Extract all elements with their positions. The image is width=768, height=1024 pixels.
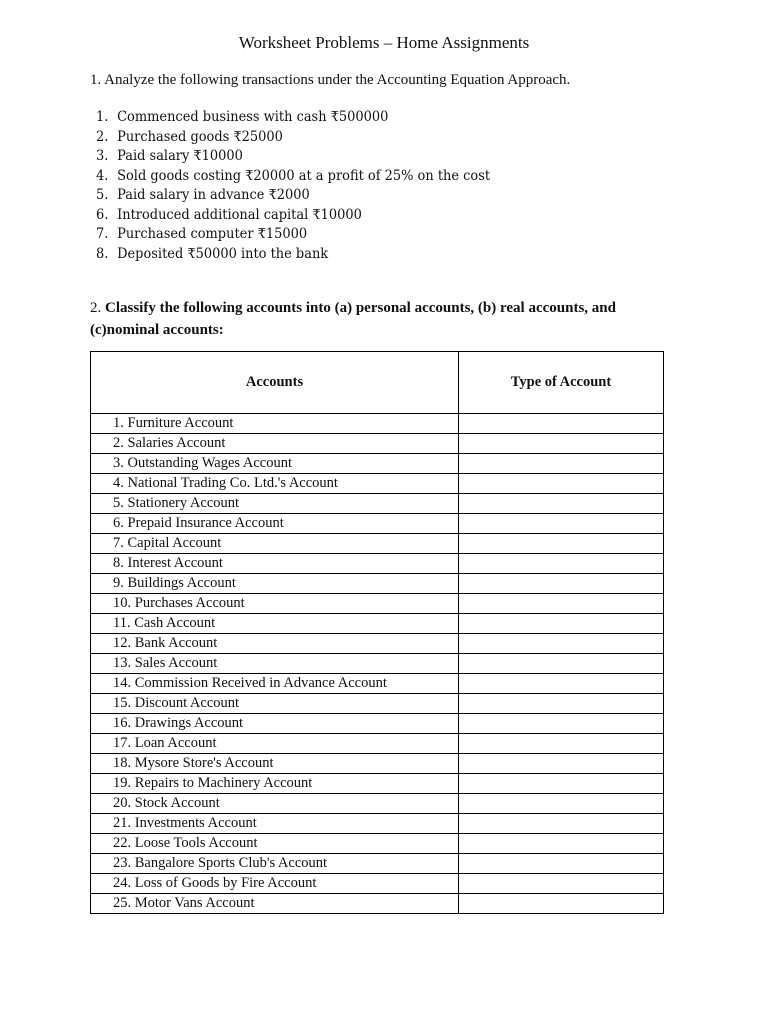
question-2-number: 2. bbox=[90, 300, 102, 316]
account-type-cell[interactable] bbox=[459, 494, 664, 514]
table-row bbox=[91, 514, 664, 534]
accounts-table-body bbox=[91, 414, 664, 914]
account-name-cell: 23. Bangalore Sports Club's Account bbox=[91, 854, 459, 874]
page-title: Worksheet Problems – Home Assignments bbox=[238, 33, 530, 52]
account-type-cell[interactable] bbox=[459, 414, 664, 434]
account-name-cell: 7. Capital Account bbox=[91, 534, 459, 554]
account-name-cell: 5. Stationery Account bbox=[91, 494, 459, 514]
table-row bbox=[91, 674, 664, 694]
transaction-item bbox=[96, 245, 490, 265]
account-name-cell: 22. Loose Tools Account bbox=[91, 834, 459, 854]
question-1-heading: 1. Analyze the following transactions under the Accounting Equation Approach. bbox=[90, 72, 571, 88]
account-type-cell[interactable] bbox=[459, 634, 664, 654]
account-type-cell[interactable] bbox=[459, 534, 664, 554]
account-type-cell[interactable] bbox=[459, 834, 664, 854]
table-row bbox=[91, 614, 664, 634]
transaction-number: 6. bbox=[96, 206, 109, 223]
transaction-text: Deposited ₹50000 into the bank bbox=[117, 245, 329, 262]
account-type-cell[interactable] bbox=[459, 894, 664, 914]
transaction-item bbox=[96, 206, 490, 226]
table-row bbox=[91, 434, 664, 454]
account-type-cell[interactable] bbox=[459, 454, 664, 474]
account-type-cell[interactable] bbox=[459, 554, 664, 574]
question-2-text: Classify the following accounts into (a) personal accounts, (b) real accounts, and (c)nominal accounts: bbox=[90, 300, 616, 338]
account-type-cell[interactable] bbox=[459, 714, 664, 734]
account-name-cell: 16. Drawings Account bbox=[91, 714, 459, 734]
account-type-cell[interactable] bbox=[459, 774, 664, 794]
account-name-cell: 4. National Trading Co. Ltd.'s Account bbox=[91, 474, 459, 494]
account-type-cell[interactable] bbox=[459, 734, 664, 754]
table-header-row bbox=[91, 352, 664, 414]
table-row bbox=[91, 654, 664, 674]
transaction-number: 5. bbox=[96, 187, 109, 203]
account-name-cell: 25. Motor Vans Account bbox=[91, 894, 459, 914]
account-type-cell[interactable] bbox=[459, 874, 664, 894]
account-name-cell: 9. Buildings Account bbox=[91, 574, 459, 594]
table-row bbox=[91, 474, 664, 494]
account-type-cell[interactable] bbox=[459, 814, 664, 834]
account-type-cell[interactable] bbox=[459, 434, 664, 454]
account-type-cell[interactable] bbox=[459, 614, 664, 634]
table-row bbox=[91, 774, 664, 794]
transaction-text: Commenced business with cash ₹500000 bbox=[117, 109, 389, 125]
accounts-table bbox=[90, 351, 664, 914]
account-name-cell: 13. Sales Account bbox=[91, 654, 459, 674]
account-name-cell: 3. Outstanding Wages Account bbox=[91, 454, 459, 474]
account-name-cell: 20. Stock Account bbox=[91, 794, 459, 814]
table-row bbox=[91, 534, 664, 554]
transaction-number: 1. bbox=[96, 109, 109, 125]
table-row bbox=[91, 734, 664, 754]
account-type-cell[interactable] bbox=[459, 654, 664, 674]
account-type-cell[interactable] bbox=[459, 574, 664, 594]
transaction-text: Paid salary in advance ₹2000 bbox=[117, 187, 310, 203]
account-type-cell[interactable] bbox=[459, 694, 664, 714]
account-name-cell: 12. Bank Account bbox=[91, 634, 459, 654]
account-name-cell: 1. Furniture Account bbox=[91, 414, 459, 434]
table-row bbox=[91, 854, 664, 874]
transaction-number: 3. bbox=[96, 148, 109, 164]
account-name-cell: 6. Prepaid Insurance Account bbox=[91, 514, 459, 534]
transaction-text: Purchased goods ₹25000 bbox=[117, 128, 283, 145]
column-header-type: Type of Account bbox=[459, 352, 664, 414]
transaction-item bbox=[96, 128, 490, 148]
transaction-text: Purchased computer ₹15000 bbox=[117, 226, 308, 242]
table-row bbox=[91, 414, 664, 434]
account-name-cell: 8. Interest Account bbox=[91, 554, 459, 574]
account-name-cell: 24. Loss of Goods by Fire Account bbox=[91, 874, 459, 894]
table-row bbox=[91, 834, 664, 854]
transactions-list bbox=[96, 108, 490, 264]
account-type-cell[interactable] bbox=[459, 594, 664, 614]
account-name-cell: 10. Purchases Account bbox=[91, 594, 459, 614]
transaction-text: Introduced additional capital ₹10000 bbox=[117, 206, 362, 223]
account-name-cell: 14. Commission Received in Advance Account bbox=[91, 674, 459, 694]
transaction-item bbox=[96, 186, 490, 206]
question-2-heading bbox=[90, 297, 650, 341]
transaction-item bbox=[96, 108, 490, 128]
account-name-cell: 15. Discount Account bbox=[91, 694, 459, 714]
account-type-cell[interactable] bbox=[459, 514, 664, 534]
transaction-number: 7. bbox=[96, 226, 109, 242]
account-type-cell[interactable] bbox=[459, 674, 664, 694]
account-type-cell[interactable] bbox=[459, 794, 664, 814]
account-name-cell: 21. Investments Account bbox=[91, 814, 459, 834]
transaction-text: Paid salary ₹10000 bbox=[117, 148, 243, 164]
table-row bbox=[91, 594, 664, 614]
table-row bbox=[91, 754, 664, 774]
account-type-cell[interactable] bbox=[459, 474, 664, 494]
transaction-item bbox=[96, 225, 490, 245]
account-name-cell: 19. Repairs to Machinery Account bbox=[91, 774, 459, 794]
transaction-item bbox=[96, 167, 490, 187]
table-row bbox=[91, 714, 664, 734]
table-row bbox=[91, 694, 664, 714]
table-row bbox=[91, 894, 664, 914]
transaction-number: 8. bbox=[96, 245, 109, 262]
account-name-cell: 18. Mysore Store's Account bbox=[91, 754, 459, 774]
account-name-cell: 11. Cash Account bbox=[91, 614, 459, 634]
transaction-number: 4. bbox=[96, 167, 109, 184]
transaction-text: Sold goods costing ₹20000 at a profit of 25% on the cost bbox=[117, 167, 491, 184]
account-name-cell: 17. Loan Account bbox=[91, 734, 459, 754]
table-row bbox=[91, 814, 664, 834]
table-row bbox=[91, 794, 664, 814]
account-type-cell[interactable] bbox=[459, 854, 664, 874]
transaction-item bbox=[96, 147, 490, 167]
table-row bbox=[91, 454, 664, 474]
table-row bbox=[91, 574, 664, 594]
table-row bbox=[91, 494, 664, 514]
transaction-number: 2. bbox=[96, 128, 109, 145]
account-name-cell: 2. Salaries Account bbox=[91, 434, 459, 454]
account-type-cell[interactable] bbox=[459, 754, 664, 774]
table-row bbox=[91, 874, 664, 894]
table-row bbox=[91, 554, 664, 574]
column-header-accounts: Accounts bbox=[91, 352, 459, 414]
table-row bbox=[91, 634, 664, 654]
